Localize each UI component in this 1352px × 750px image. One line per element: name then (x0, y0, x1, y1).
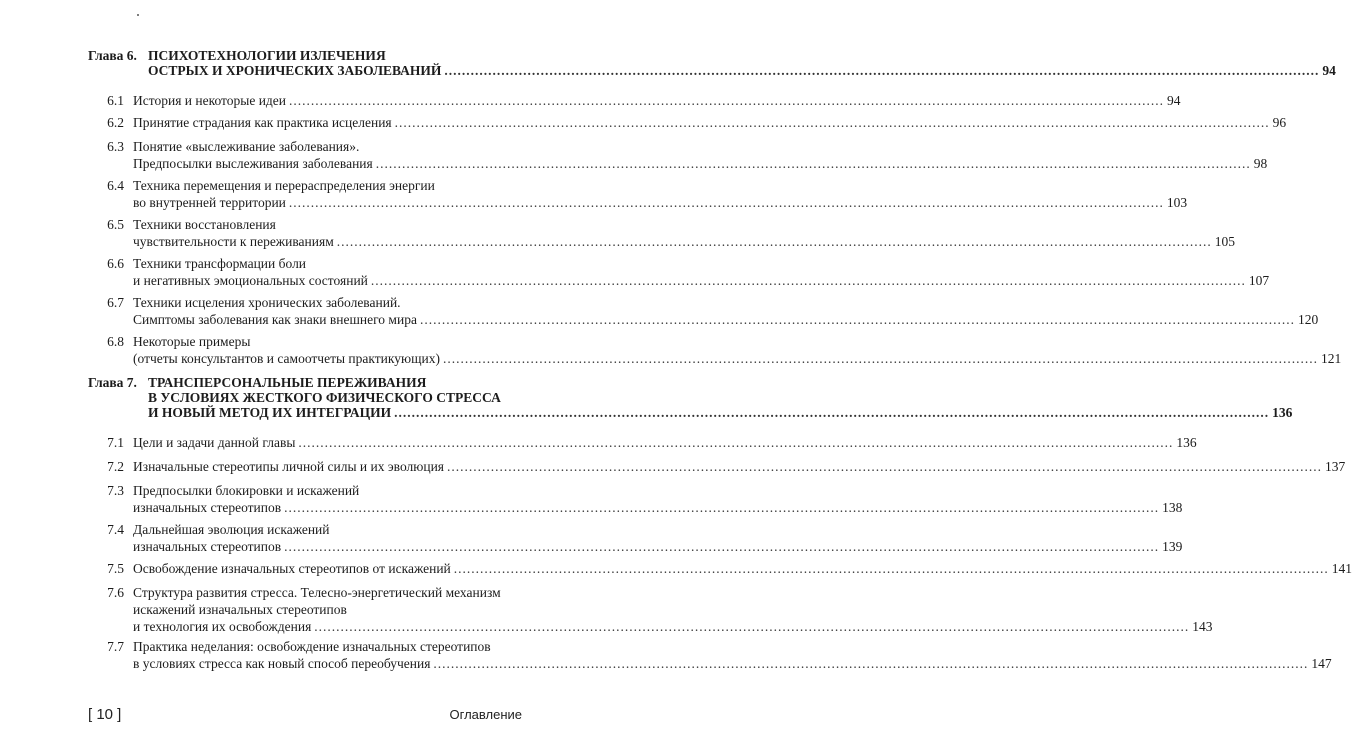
toc-entry-last-line (133, 272, 1270, 289)
toc-entry-number: 7.5 (107, 561, 124, 576)
toc-page-number: 138 (1162, 500, 1183, 515)
toc-entry-number: 6.1 (107, 93, 124, 108)
toc-entry-title (133, 434, 1197, 451)
toc-page-number: 94 (1167, 93, 1181, 108)
toc-entry-number: 6.7 (107, 295, 124, 310)
dot-leader: ........................................................................................................................................................................................................ (298, 435, 1174, 450)
dot-leader: ........................................................................................................................................................................................................ (284, 500, 1160, 515)
toc-entry-number: 6.4 (107, 178, 124, 193)
toc-entry-number: 7.3 (107, 483, 124, 498)
toc-entry-title (133, 255, 1270, 289)
toc-entry-last-line (133, 92, 1181, 109)
toc-entry-title-line: Симптомы заболевания как знаки внешнего мира (133, 312, 417, 327)
footer-page-number: [ 10 ] (88, 706, 122, 723)
toc-page-number: 120 (1297, 312, 1319, 327)
toc-entry-number: 6.3 (107, 139, 124, 154)
toc-entry-number: 7.2 (107, 459, 124, 474)
toc-entry-title (148, 375, 1293, 420)
toc-entry-title (133, 114, 1287, 131)
toc-page-number: 143 (1192, 619, 1213, 634)
toc-entry-title (133, 294, 1319, 328)
toc-entry-title-line: и технология их освобождения (133, 619, 312, 634)
toc-entry-number: 7.1 (107, 435, 124, 450)
toc-entry-title (148, 48, 1336, 78)
toc-entry-last-line (148, 63, 1336, 78)
toc-page-number: 136 (1272, 405, 1293, 420)
toc-entry-title-line: Понятие «выслеживание заболевания». (133, 139, 360, 154)
dot-leader: ........................................................................................................................................................................................................ (419, 312, 1295, 327)
toc-entry-title-line: Изначальные стереотипы личной силы и их эволюция (133, 459, 445, 474)
toc-page-number: 98 (1253, 156, 1268, 171)
toc-entry-title-line: Практика неделания: освобождение изначальных стереотипов (133, 639, 491, 654)
toc-entry-last-line (133, 538, 1183, 555)
footer-section-title: Оглавление (449, 707, 522, 722)
toc-entry-title-line: изначальных стереотипов (133, 539, 282, 554)
toc-entry-title-line: Техники трансформации боли (133, 256, 307, 271)
toc-page-number: 136 (1176, 435, 1197, 450)
toc-page-number: 121 (1320, 351, 1342, 366)
toc-entry-number: 6.8 (107, 334, 124, 349)
toc-entry-number: 6.6 (107, 256, 124, 271)
toc-page-number: 94 (1322, 63, 1336, 78)
toc-entry-title-line: И НОВЫЙ МЕТОД ИХ ИНТЕГРАЦИИ (148, 405, 392, 420)
toc-entry-last-line (133, 114, 1287, 131)
toc-entry-title-line: Структура развития стресса. Телесно-энергетический механизм (133, 585, 501, 600)
toc-entry-title-line: Предпосылки блокировки и искажений (133, 483, 360, 498)
toc-entry-title-line: Техника перемещения и перераспределения энергии (133, 178, 435, 193)
toc-entry-title (133, 138, 1268, 172)
toc-entry-title (133, 216, 1235, 250)
toc-entry-number: 7.7 (107, 639, 124, 654)
toc-entry-title-line: искажений изначальных стереотипов (133, 602, 347, 617)
dot-leader: ........................................................................................................................................................................................................ (394, 405, 1270, 420)
dot-leader: ........................................................................................................................................................................................................ (394, 115, 1270, 130)
toc-entry-title-line: ТРАНСПЕРСОНАЛЬНЫЕ ПЕРЕЖИВАНИЯ (148, 375, 427, 390)
toc-entry-last-line (133, 194, 1188, 211)
toc-entry-last-line (133, 560, 1352, 577)
dot-leader: ........................................................................................................................................................................................................ (375, 156, 1251, 171)
toc-page-number: 139 (1162, 539, 1183, 554)
toc-page-number: 137 (1325, 459, 1346, 474)
toc-entry-title-line: ОСТРЫХ И ХРОНИЧЕСКИХ ЗАБОЛЕВАНИЙ (148, 63, 442, 78)
toc-entry-title-line: В УСЛОВИЯХ ЖЕСТКОГО ФИЗИЧЕСКОГО СТРЕССА (148, 390, 501, 405)
toc-entry-title-line: История и некоторые идеи (133, 93, 287, 108)
toc-entry-last-line (133, 499, 1183, 516)
toc-entry-last-line (133, 618, 1213, 635)
toc-entry-title (133, 177, 1188, 211)
toc-entry-last-line (133, 233, 1235, 250)
toc-entry-title (133, 92, 1181, 109)
page-speck (137, 14, 139, 16)
toc-page-number: 141 (1331, 561, 1352, 576)
toc-entry-title-line: Предпосылки выслеживания заболевания (133, 156, 373, 171)
toc-page-number: 107 (1248, 273, 1270, 288)
toc-entry-title-line: ПСИХОТЕХНОЛОГИИ ИЗЛЕЧЕНИЯ (148, 48, 386, 63)
toc-entry-title-line: изначальных стереотипов (133, 500, 282, 515)
toc-entry-last-line (133, 155, 1268, 172)
toc-entry-last-line (133, 458, 1346, 475)
toc-entry-last-line (133, 311, 1319, 328)
dot-leader: ........................................................................................................................................................................................................ (370, 273, 1246, 288)
toc-entry-last-line (133, 350, 1342, 367)
dot-leader: ........................................................................................................................................................................................................ (447, 459, 1323, 474)
dot-leader: ........................................................................................................................................................................................................ (433, 656, 1309, 671)
toc-entry-title-line: (отчеты консультантов и самоотчеты практикующих) (133, 351, 440, 366)
dot-leader: ........................................................................................................................................................................................................ (336, 234, 1212, 249)
toc-entry-title-line: в условиях стресса как новый способ переобучения (133, 656, 431, 671)
toc-entry-title-line: Некоторые примеры (133, 334, 251, 349)
toc-entry-title (133, 458, 1346, 475)
toc-page-number: 103 (1166, 195, 1188, 210)
toc-entry-number: 7.4 (107, 522, 124, 537)
toc-entry-title-line: Принятие страдания как практика исцеления (133, 115, 392, 130)
toc-entry-title-line: чувствительности к переживаниям (133, 234, 334, 249)
dot-leader: ........................................................................................................................................................................................................ (442, 351, 1318, 366)
toc-entry-last-line (148, 405, 1293, 420)
dot-leader: ........................................................................................................................................................................................................ (288, 195, 1164, 210)
toc-entry-title-line: Дальнейшая эволюция искажений (133, 522, 330, 537)
dot-leader: ........................................................................................................................................................................................................ (289, 93, 1165, 108)
toc-entry-title (133, 638, 1332, 672)
dot-leader: ........................................................................................................................................................................................................ (314, 619, 1190, 634)
dot-leader: ........................................................................................................................................................................................................ (284, 539, 1160, 554)
toc-page-number: 105 (1214, 234, 1235, 249)
dot-leader: ........................................................................................................................................................................................................ (444, 63, 1320, 78)
toc-entry-title-line: Техники восстановления (133, 217, 276, 232)
toc-entry-last-line (133, 434, 1197, 451)
toc-entry-number: Глава 7. (88, 375, 137, 390)
toc-entry-title-line: Цели и задачи данной главы (133, 435, 296, 450)
toc-entry-title-line: и негативных эмоциональных состояний (133, 273, 368, 288)
toc-entry-number: 6.2 (107, 115, 124, 130)
toc-page-number: 147 (1311, 656, 1332, 671)
toc-entry-title (133, 482, 1183, 516)
toc-entry-title (133, 333, 1342, 367)
toc-entry-title (133, 521, 1183, 555)
toc-entry-number: 7.6 (107, 585, 124, 600)
toc-entry-title (133, 584, 1213, 635)
toc-entry-last-line (133, 655, 1332, 672)
toc-entry-number: Глава 6. (88, 48, 137, 63)
toc-entry-title (133, 560, 1352, 577)
toc-entry-title-line: Техники исцеления хронических заболеваний. (133, 295, 401, 310)
toc-entry-number: 6.5 (107, 217, 124, 232)
dot-leader: ........................................................................................................................................................................................................ (453, 561, 1329, 576)
toc-entry-title-line: во внутренней территории (133, 195, 286, 210)
toc-page-number: 96 (1272, 115, 1287, 130)
toc-entry-title-line: Освобождение изначальных стереотипов от искажений (133, 561, 451, 576)
